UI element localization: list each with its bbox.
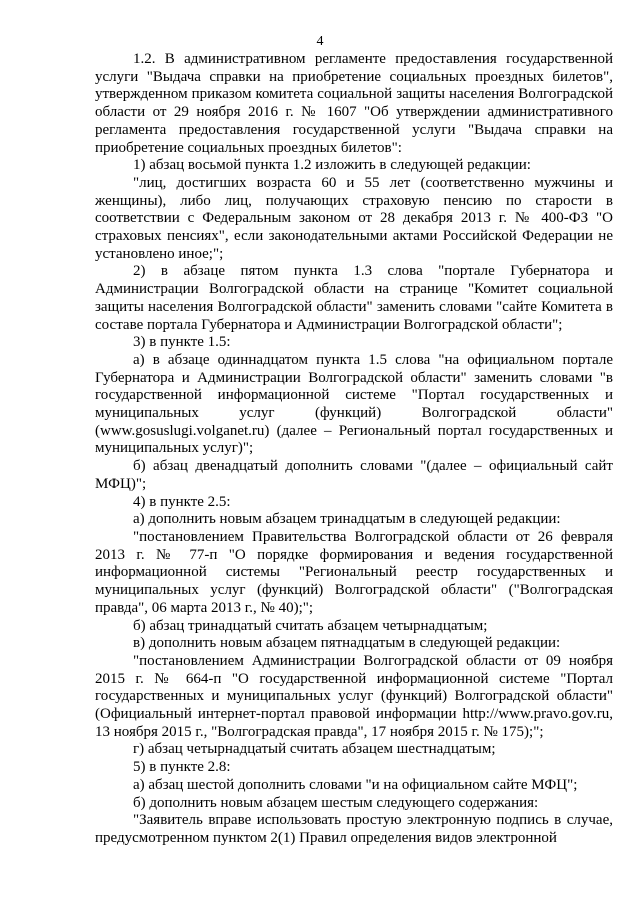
paragraph-1-2-intro: 1.2. В административном регламенте предоставления государственной услуги "Выдача справки на приобретение социальных проездных билетов", утвержденном приказом комитета социальной защиты населения Волгоградской области от 29 ноября 2016 г. № 1607 "Об утверждении административного регламента предоставления государственной услуги "Выдача справки на приобретение социальных проездных билетов": — [95, 51, 613, 156]
document-body — [95, 51, 613, 848]
paragraph-item-4v: в) дополнить новым абзацем пятнадцатым в следующей редакции: — [133, 635, 561, 652]
paragraph-item-5a: а) абзац шестой дополнить словами "и на официальном сайте МФЦ"; — [133, 776, 578, 793]
paragraph-quote-resolution-77p: "постановлением Правительства Волгоградской области от 26 февраля 2013 г. № 77-п "О порядке формирования и ведения государственной информационной системы "Региональный реестр государственных и муниципальных услуг (функций) Волгоградской области" ("Волгоградская правда", 06 марта 2013 г., № 40);"; — [95, 528, 613, 616]
paragraph-quote-applicant: "Заявитель вправе использовать простую электронную подпись в случае, предусмотренном пунктом 2(1) Правил определения видов электронной — [95, 812, 613, 846]
paragraph-item-4b: б) абзац тринадцатый считать абзацем четырнадцатым; — [133, 617, 488, 634]
paragraph-item-5: 5) в пункте 2.8: — [133, 759, 231, 776]
paragraph-item-3b: б) абзац двенадцатый дополнить словами "(далее – официальный сайт МФЦ)"; — [95, 458, 613, 492]
paragraph-item-4a: а) дополнить новым абзацем тринадцатым в следующей редакции: — [133, 511, 561, 528]
paragraph-item-2: 2) в абзаце пятом пункта 1.3 слова "портале Губернатора и Администрации Волгоградской области на странице "Комитет социальной защиты населения Волгоградской области" заменить словами "сайте Комитета в составе портала Губернатора и Администрации Волгоградской области"; — [95, 263, 613, 333]
paragraph-item-4g: г) абзац четырнадцатый считать абзацем шестнадцатым; — [133, 741, 496, 758]
paragraph-quote-persons: "лиц, достигших возраста 60 и 55 лет (соответственно мужчины и женщины), либо лиц, получающих страховую пенсию по старости в соответствии с Федеральным законом от 28 декабря 2013 г. № 400-ФЗ "О страховых пенсиях", если законодательными актами Российской Федерации не установлено иное;"; — [95, 174, 613, 262]
paragraph-item-3a: а) в абзаце одиннадцатом пункта 1.5 слова "на официальном портале Губернатора и Администрации Волгоградской области" заменить словами "в государственной информационной системе "Портал государственных и муниципальных услуг (функций) Волгоградской области" (www.gosuslugi.volganet.ru) (далее – Региональный портал государственных и муниципальных услуг)"; — [95, 351, 613, 457]
page-number: 4 — [316, 34, 324, 49]
paragraph-quote-resolution-664p: "постановлением Администрации Волгоградской области от 09 ноября 2015 г. № 664-п "О государственной информационной системе "Портал государственных и муниципальных услуг (функций) Волгоградской области" (Официальный интернет-портал правовой информации http://www.pravo.gov.ru, 13 ноября 2015 г., "Волгоградская правда", 17 ноября 2015 г. № 175);"; — [95, 652, 613, 740]
paragraph-item-4: 4) в пункте 2.5: — [133, 493, 231, 510]
paragraph-item-3: 3) в пункте 1.5: — [133, 334, 231, 351]
paragraph-item-1: 1) абзац восьмой пункта 1.2 изложить в следующей редакции: — [133, 157, 531, 174]
paragraph-item-5b: б) дополнить новым абзацем шестым следующего содержания: — [133, 794, 539, 811]
